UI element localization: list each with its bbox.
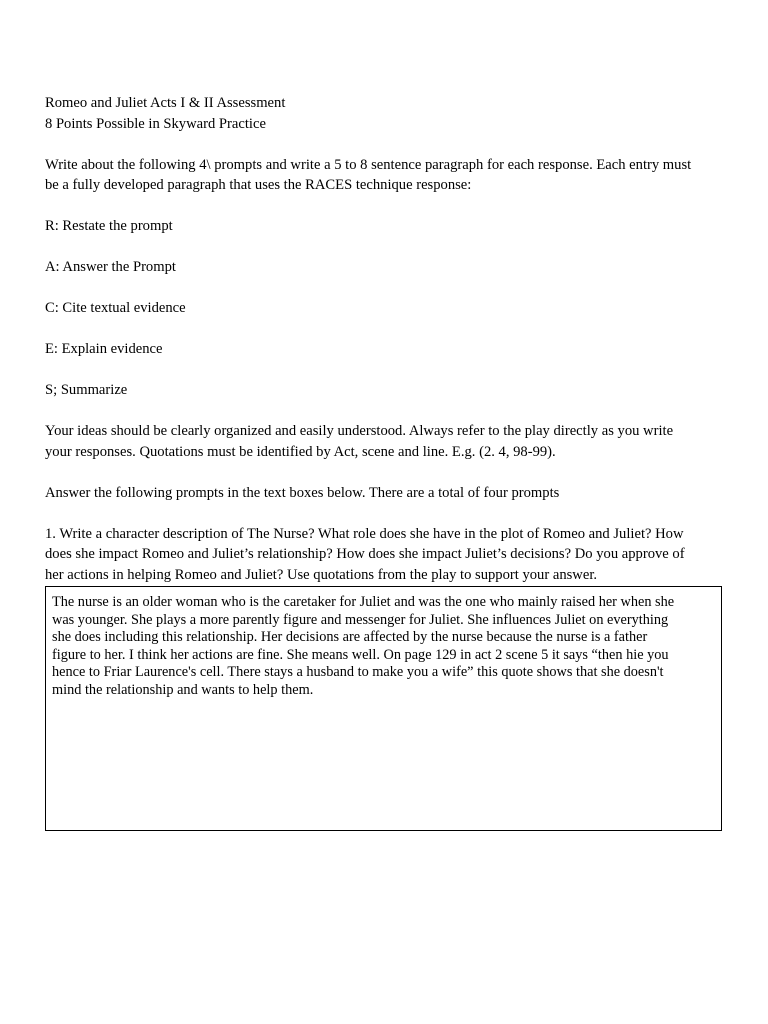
instructions: Answer the following prompts in the text boxes below. There are a total of four prompts xyxy=(45,484,560,501)
guidance-line-1: Your ideas should be clearly organized and easily understood. Always refer to the play directly as you write xyxy=(45,423,674,439)
races-restate: R: Restate the prompt xyxy=(45,218,173,234)
spacer xyxy=(45,237,725,258)
spacer xyxy=(45,196,725,217)
races-cite: C: Cite textual evidence xyxy=(45,300,186,316)
intro-line-2: be a fully developed paragraph that uses the RACES technique response: xyxy=(45,177,472,193)
spacer xyxy=(45,319,725,340)
spacer xyxy=(45,360,725,381)
guidance-line-2: your responses. Quotations must be identified by Act, scene and line. E.g. (2. 4, 98-99). xyxy=(45,443,556,460)
races-summarize: S; Summarize xyxy=(45,382,128,398)
spacer xyxy=(45,401,725,422)
document-title: Romeo and Juliet Acts I & II Assessment xyxy=(45,95,286,111)
assessment-document xyxy=(45,93,725,585)
races-answer: A: Answer the Prompt xyxy=(45,259,176,275)
guidance-paragraph xyxy=(45,421,725,462)
prompt-1-line-2: does she impact Romeo and Juliet’s relationship? How does she impact Juliet’s decisions? Do you approve of xyxy=(45,546,685,562)
intro-paragraph xyxy=(45,155,725,196)
intro-line-1: Write about the following 4\ prompts and write a 5 to 8 sentence paragraph for each response. Each entry must xyxy=(45,156,692,173)
spacer xyxy=(45,134,725,155)
points-note: 8 Points Possible in Skyward Practice xyxy=(45,115,266,132)
prompt-1-line-3: her actions in helping Romeo and Juliet? Use quotations from the play to support your answer. xyxy=(45,566,598,583)
races-explain: E: Explain evidence xyxy=(45,341,163,357)
spacer xyxy=(45,462,725,483)
spacer xyxy=(45,278,725,299)
spacer xyxy=(45,503,725,524)
prompt-1 xyxy=(45,524,725,586)
prompt-1-line-1: 1. Write a character description of The Nurse? What role does she have in the plot of Romeo and Juliet? How xyxy=(45,525,684,542)
answer-1-text-box[interactable]: The nurse is an older woman who is the caretaker for Juliet and was the one who mainly raised her when she was younger. She plays a more parently figure and messenger for Juliet. She influences Juliet on everything she does including this relationship. Her decisions are affected by the nurse because the nurse is a father figure to her. I think her actions are fine. She means well. On page 129 in act 2 scene 5 it says “then hie you hence to Friar Laurence's cell. There stays a husband to make you a wife” this quote shows that she doesn't mind the relationship and wants to help them. xyxy=(45,586,722,831)
